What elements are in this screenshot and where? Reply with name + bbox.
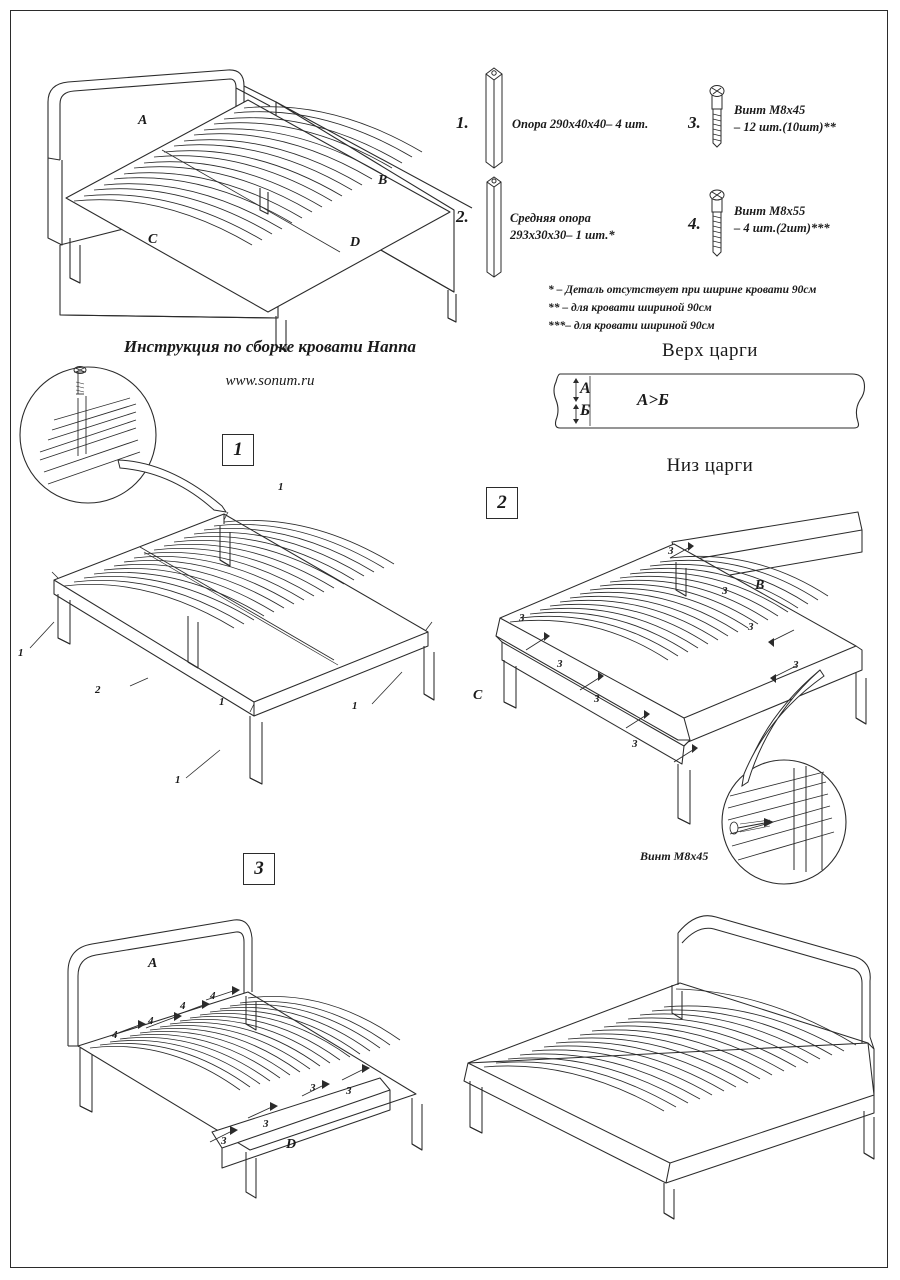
step-2-mark-8: 3 bbox=[668, 545, 674, 557]
part-3-qty: – 12 шт.(10шт)** bbox=[734, 119, 836, 134]
step-1-mark-5: 1 bbox=[219, 696, 225, 708]
step-3-mark-3: 4 bbox=[180, 1000, 186, 1012]
step-2-label-c: C bbox=[473, 688, 483, 703]
tsarga-illustration bbox=[552, 370, 872, 432]
part-2-name: Средняя опора bbox=[510, 211, 591, 225]
step-1-mark-6: 2 bbox=[95, 684, 101, 696]
step-1-mark-1: 1 bbox=[278, 481, 284, 493]
step-3-illustration bbox=[50, 900, 450, 1200]
part-3-index: 3. bbox=[688, 113, 701, 132]
tsarga-top-label: Верх царги bbox=[662, 340, 758, 361]
step-2-number: 2 bbox=[486, 487, 518, 519]
footnote-1: * – Деталь отсутствует при ширине кровати 90см bbox=[548, 284, 817, 296]
part-2-qty: – 1 шт.* bbox=[566, 227, 615, 242]
step-2-mark-3: 3 bbox=[594, 693, 600, 705]
center-leg-icon bbox=[478, 168, 510, 286]
step-3-mark-2: 4 bbox=[148, 1015, 154, 1027]
tsarga-label-a: А bbox=[580, 380, 591, 397]
footnote-2: ** – для кровати шириной 90см bbox=[548, 301, 712, 314]
part-4-qty: – 4 шт.(2шт)*** bbox=[734, 220, 830, 235]
part-4-name: Винт М8х55 bbox=[734, 204, 806, 218]
footnotes bbox=[548, 282, 878, 335]
step-2-callout-pointer bbox=[690, 660, 830, 800]
tsarga-relation: А>Б bbox=[637, 390, 669, 409]
step-1-leader-lines bbox=[20, 600, 400, 800]
bed-label-c: C bbox=[148, 232, 158, 247]
part-3-label bbox=[734, 102, 884, 136]
part-2-label bbox=[510, 210, 710, 244]
step-2-mark-2: 3 bbox=[557, 658, 563, 670]
step-3-mark-4: 4 bbox=[210, 990, 216, 1002]
step-2-mark-1: 3 bbox=[519, 612, 525, 624]
part-1-index: 1. bbox=[456, 113, 469, 132]
step-2-mark-5: 3 bbox=[722, 585, 728, 597]
step-3-mark-7: 3 bbox=[263, 1118, 269, 1130]
final-assembly-illustration bbox=[450, 895, 880, 1225]
step-1-number: 1 bbox=[222, 434, 254, 466]
screw-long-icon bbox=[706, 188, 728, 260]
bed-label-d: D bbox=[350, 235, 361, 250]
step-2-mark-4: 3 bbox=[632, 738, 638, 750]
bed-label-b: B bbox=[378, 173, 388, 188]
step-2-label-b: B bbox=[755, 578, 765, 593]
step-3-number: 3 bbox=[243, 853, 275, 885]
tsarga-label-b: Б bbox=[580, 402, 591, 419]
step-3-mark-5: 3 bbox=[310, 1082, 316, 1094]
tsarga-bottom-label: Низ царги bbox=[666, 455, 754, 476]
bed-label-a: A bbox=[138, 113, 148, 128]
step-2-callout-label: Винт М8х45 bbox=[640, 849, 709, 863]
leg-icon bbox=[478, 62, 510, 178]
step-3-mark-6: 3 bbox=[346, 1085, 352, 1097]
part-1-name: Опора 290х40х40 bbox=[512, 117, 607, 131]
page-title: Инструкция по сборке кровати Наппа bbox=[123, 337, 417, 356]
part-4-index: 4. bbox=[688, 214, 701, 233]
step-2-mark-6: 3 bbox=[748, 621, 754, 633]
step-1-mark-3: 1 bbox=[352, 700, 358, 712]
part-2-index: 2. bbox=[456, 207, 469, 226]
part-4-label bbox=[734, 203, 884, 237]
footnote-3: ***– для кровати шириной 90см bbox=[548, 319, 715, 332]
step-1-mark-4: 1 bbox=[175, 774, 181, 786]
step-3-mark-8: 3 bbox=[221, 1135, 227, 1147]
part-1-qty: – 4 шт. bbox=[606, 117, 649, 131]
part-3-name: Винт М8х45 bbox=[734, 103, 806, 117]
step-3-label-a: A bbox=[148, 956, 158, 971]
step-2-mark-7: 3 bbox=[793, 659, 799, 671]
step-3-label-d: D bbox=[286, 1137, 297, 1152]
step-1-mark-2: 1 bbox=[18, 647, 24, 659]
part-2-name2: 293х30х30 bbox=[510, 227, 567, 242]
screw-icon bbox=[706, 83, 728, 151]
step-3-mark-1: 4 bbox=[112, 1029, 118, 1041]
website-link[interactable]: www.sonum.ru bbox=[225, 373, 315, 389]
